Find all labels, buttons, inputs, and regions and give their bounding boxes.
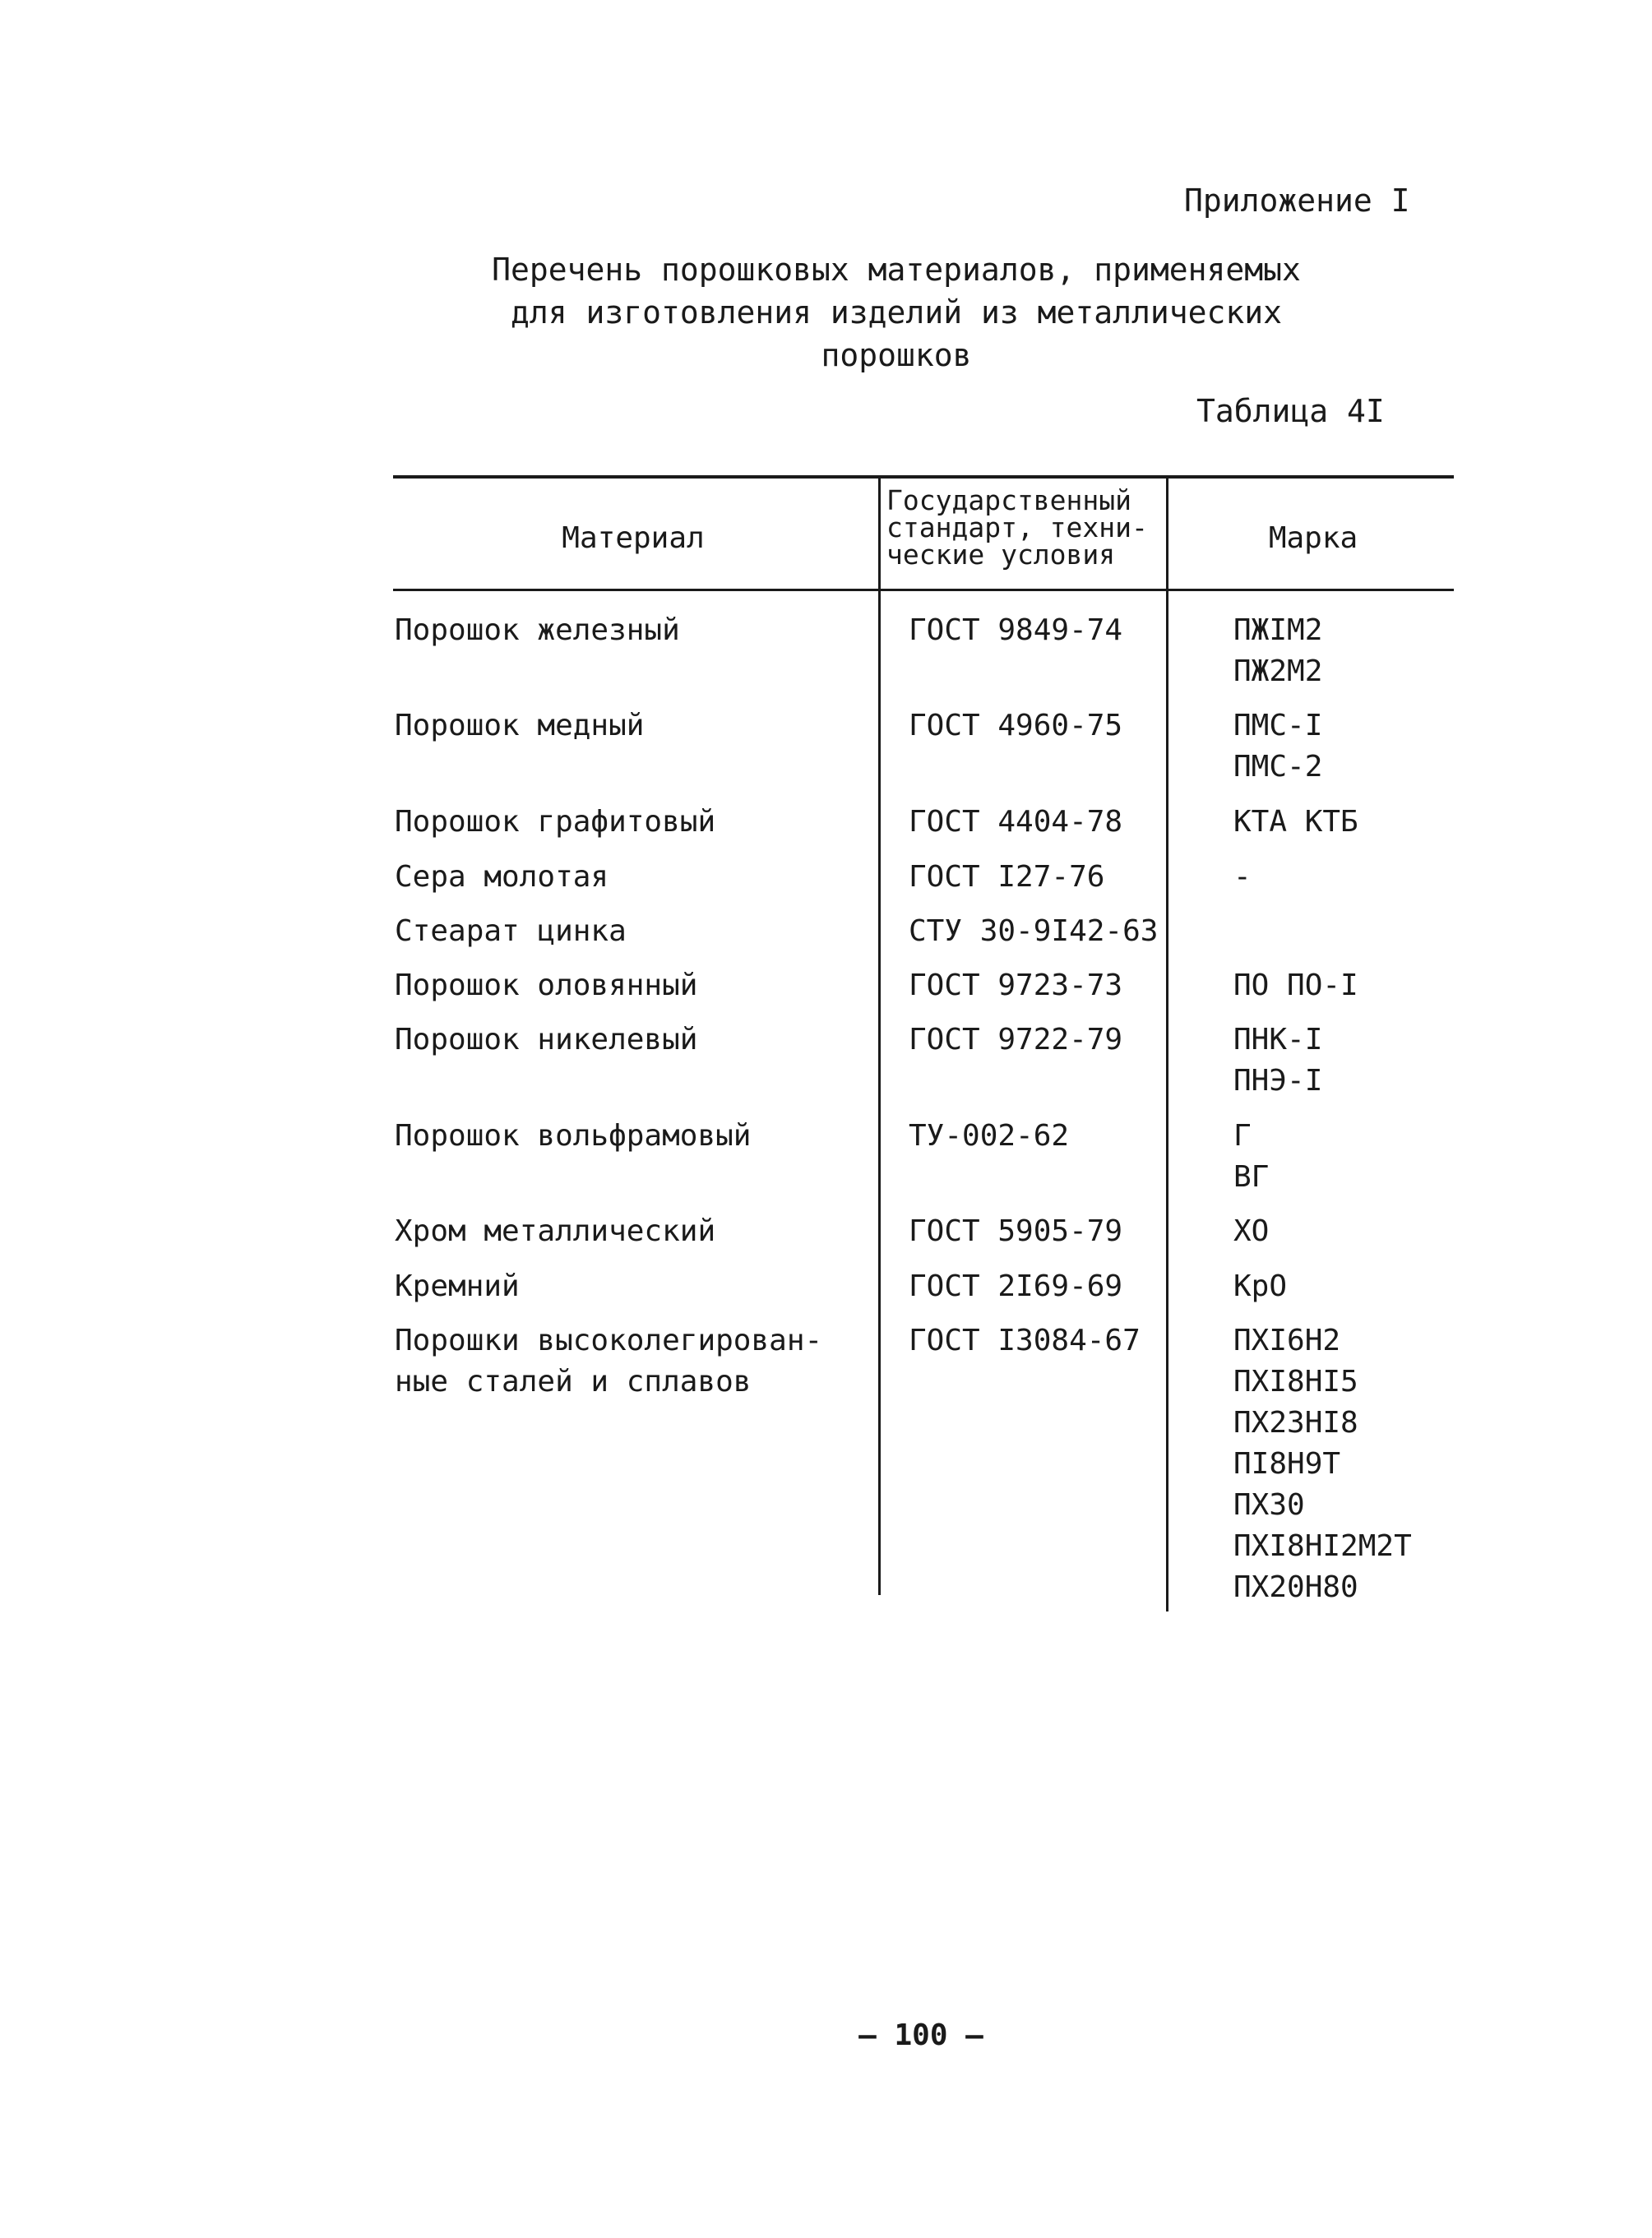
- material-line: Порошок графитовый: [395, 805, 716, 839]
- cell-standard: ГОСТ I3084-67: [909, 1324, 1141, 1357]
- cell-material: [395, 857, 863, 898]
- cell-material: [395, 802, 863, 843]
- appendix-label: Приложение I: [1184, 183, 1410, 219]
- header-mark: Марка: [1268, 521, 1358, 555]
- mark-line: ПЖ2М2: [1233, 654, 1323, 688]
- title-line: для изготовления изделий из металлических: [511, 294, 1282, 331]
- material-line: Порошок вольфрамовый: [395, 1119, 752, 1153]
- cell-material: [395, 1211, 863, 1252]
- cell-standard: ГОСТ 5905-79: [909, 1214, 1123, 1248]
- material-line: Хром металлический: [395, 1214, 716, 1248]
- material-line: Порошок железный: [395, 613, 680, 647]
- page-number: — 100 —: [858, 2018, 983, 2052]
- document-title: [460, 248, 1332, 377]
- cell-mark: [1233, 1116, 1269, 1198]
- mark-line: ПО ПО-I: [1233, 969, 1358, 1002]
- cell-standard: СТУ 30-9I42-63: [909, 914, 1159, 948]
- material-line: Порошок никелевый: [395, 1023, 698, 1057]
- header-standard: [886, 484, 1148, 571]
- mark-line: ПХI8НI5: [1233, 1365, 1358, 1399]
- table-label: Таблица 4I: [1196, 393, 1385, 429]
- mark-line: ПХ20Н80: [1233, 1570, 1358, 1604]
- header-standard-line: стандарт, техни-: [886, 511, 1148, 543]
- cell-mark: [1233, 610, 1322, 692]
- mark-line: ПНЭ-I: [1233, 1064, 1323, 1098]
- header-standard-line: ческие условия: [886, 539, 1116, 571]
- mark-line: ВГ: [1233, 1160, 1270, 1194]
- mark-line: ХО: [1233, 1214, 1270, 1248]
- material-line: Стеарат цинка: [395, 914, 627, 948]
- cell-mark: [1233, 857, 1252, 898]
- mark-line: КТА КТБ: [1233, 805, 1358, 839]
- mark-line: -: [1233, 860, 1252, 894]
- material-line: Кремний: [395, 1269, 520, 1303]
- cell-material: [395, 610, 863, 651]
- cell-material: [395, 965, 863, 1006]
- material-line: ные сталей и сплавов: [395, 1365, 752, 1399]
- cell-material: [395, 1320, 863, 1403]
- mark-line: ПХ23НI8: [1233, 1406, 1358, 1440]
- mark-line: ПМС-2: [1233, 750, 1323, 784]
- mark-line: Г: [1233, 1119, 1252, 1153]
- cell-mark: [1233, 1266, 1287, 1307]
- cell-mark: [1233, 965, 1358, 1006]
- cell-standard: ГОСТ I27-76: [909, 860, 1105, 894]
- cell-mark: [1233, 1211, 1269, 1252]
- material-line: Сера молотая: [395, 860, 609, 894]
- cell-standard: ГОСТ 4960-75: [909, 709, 1123, 742]
- mark-line: ПХI6Н2: [1233, 1324, 1341, 1357]
- header-bottom-rule: [393, 589, 1454, 591]
- mark-line: ПI8Н9Т: [1233, 1447, 1341, 1481]
- table-top-rule: [393, 475, 1454, 479]
- cell-material: [395, 1266, 863, 1307]
- mark-line: ПНК-I: [1233, 1023, 1323, 1057]
- cell-mark: [1233, 705, 1322, 788]
- cell-material: [395, 705, 863, 747]
- cell-standard: ТУ-002-62: [909, 1119, 1070, 1153]
- cell-mark: [1233, 1320, 1412, 1608]
- mark-line: ПЖIМ2: [1233, 613, 1323, 647]
- material-line: Порошок оловянный: [395, 969, 698, 1002]
- column-divider-1: [878, 477, 881, 1595]
- cell-standard: ГОСТ 9723-73: [909, 969, 1123, 1002]
- cell-material: [395, 911, 863, 952]
- material-line: Порошки высоколегирован-: [395, 1324, 823, 1357]
- cell-material: [395, 1116, 863, 1157]
- cell-material: [395, 1020, 863, 1061]
- header-material: Материал: [562, 521, 705, 555]
- title-line: Перечень порошковых материалов, применяемых: [492, 252, 1301, 288]
- cell-standard: ГОСТ 9722-79: [909, 1023, 1123, 1057]
- material-line: Порошок медный: [395, 709, 645, 742]
- mark-line: КрО: [1233, 1269, 1288, 1303]
- cell-standard: ГОСТ 9849-74: [909, 613, 1123, 647]
- header-standard-line: Государственный: [886, 484, 1132, 516]
- mark-line: ПМС-I: [1233, 709, 1323, 742]
- cell-mark: [1233, 802, 1358, 843]
- column-divider-2: [1166, 477, 1168, 1611]
- mark-line: ПХ30: [1233, 1488, 1305, 1522]
- cell-mark: [1233, 1020, 1322, 1102]
- cell-standard: ГОСТ 4404-78: [909, 805, 1123, 839]
- title-line: порошков: [821, 337, 972, 373]
- cell-standard: ГОСТ 2I69-69: [909, 1269, 1123, 1303]
- mark-line: ПХI8НI2М2Т: [1233, 1529, 1412, 1563]
